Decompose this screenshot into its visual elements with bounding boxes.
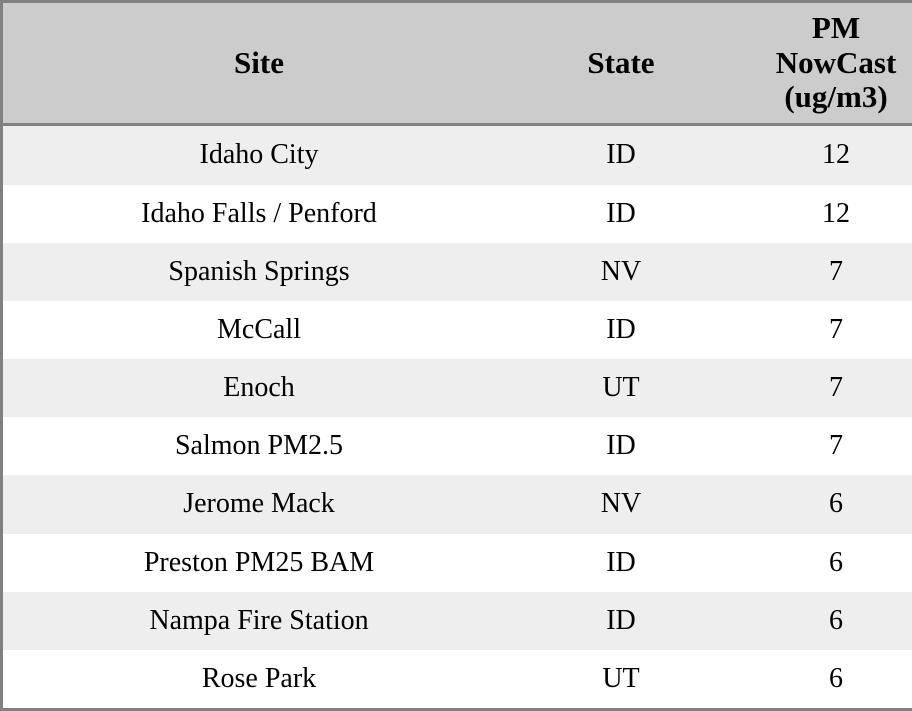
cell-value: 6 [829,604,843,636]
cell-site: Enoch [223,372,295,404]
cell-state: ID [606,197,636,229]
cell-state: ID [606,430,636,462]
cell-state: UT [602,372,640,404]
table-row [3,125,912,185]
cell-value: 6 [829,488,843,520]
table-row [3,243,912,301]
pm-nowcast-table [3,3,912,708]
table-row [3,475,912,533]
table-row [3,359,912,417]
cell-state: ID [606,314,636,346]
cell-value: 6 [829,546,843,578]
cell-value: 6 [829,662,843,694]
table-body [3,125,912,708]
cell-state: ID [606,604,636,636]
cell-value: 7 [829,430,843,462]
column-header-pm-nowcast-line1: PM [811,10,861,45]
column-header-site: Site [3,3,515,125]
cell-site: Idaho City [199,139,319,171]
table-row [3,417,912,475]
cell-site: Nampa Fire Station [149,604,369,636]
cell-site: Jerome Mack [183,488,335,520]
table-row [3,592,912,650]
cell-site: Rose Park [201,662,317,694]
cell-state: ID [606,139,636,171]
cell-value: 7 [829,314,843,346]
cell-state: NV [600,255,642,287]
table-header [3,3,912,125]
cell-value: 7 [829,255,843,287]
cell-value: 12 [822,139,850,171]
column-header-state: State [515,3,727,125]
column-header-pm-nowcast [727,3,912,125]
cell-site: McCall [217,314,301,346]
cell-value: 7 [829,372,843,404]
column-header-pm-nowcast-line2: NowCast [775,44,897,80]
cell-site: Spanish Springs [168,255,350,287]
cell-state: ID [606,546,636,578]
column-header-pm-nowcast-line3: (ug/m3) [784,79,888,115]
table-header-row [3,3,912,125]
cell-site: Idaho Falls / Penford [141,197,377,229]
table-row [3,301,912,359]
table-row [3,650,912,708]
cell-value: 12 [822,197,850,229]
cell-state: NV [600,488,642,520]
cell-state: UT [602,662,640,694]
table-row [3,185,912,243]
cell-site: Salmon PM2.5 [174,430,344,462]
table-row [3,534,912,592]
cell-site: Preston PM25 BAM [143,546,375,578]
